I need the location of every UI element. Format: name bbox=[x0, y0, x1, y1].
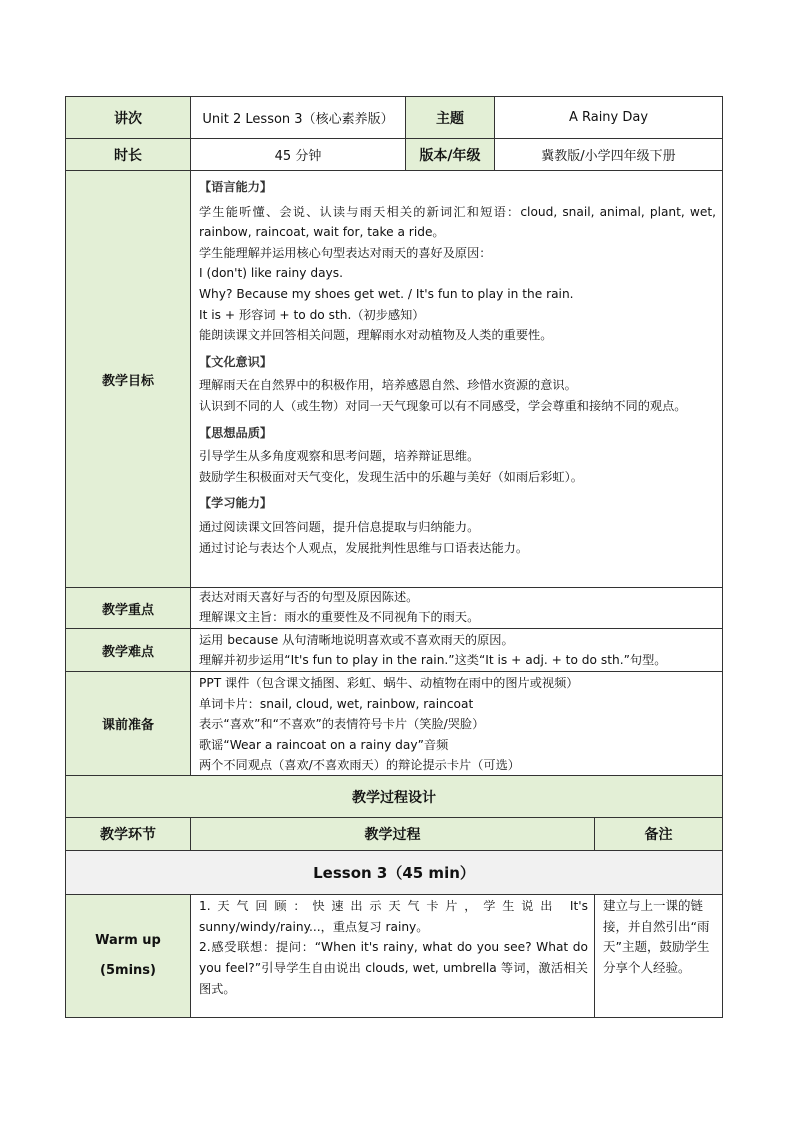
warmup-label: Warm up bbox=[95, 933, 161, 948]
topic-value: A Rainy Day bbox=[495, 97, 723, 139]
preparation-content bbox=[191, 672, 723, 776]
label-edition: 版本/年级 bbox=[406, 139, 495, 171]
objective-line: 能朗读课文并回答相关问题，理解雨水对动植物及人类的重要性。 bbox=[199, 328, 553, 343]
key-point-line: 表达对雨天喜好与否的句型及原因陈述。 bbox=[199, 590, 419, 604]
column-header-note: 备注 bbox=[595, 818, 723, 851]
lesson-header: Lesson 3（45 min） bbox=[66, 851, 723, 895]
difficulty-line: 运用 because 从句清晰地说明喜欢或不喜欢雨天的原因。 bbox=[199, 633, 514, 647]
difficulty-line: 理解并初步运用“It's fun to play in the rain.”这类“It is + adj. + to do sth.”句型。 bbox=[199, 653, 667, 667]
objective-section-title: 【文化意识】 bbox=[199, 354, 273, 369]
objective-line: It is + 形容词 + to do sth.（初步感知） bbox=[199, 307, 425, 322]
key-point-line: 理解课文主旨：雨水的重要性及不同视角下的雨天。 bbox=[199, 609, 480, 624]
process-design-title: 教学过程设计 bbox=[66, 776, 723, 818]
objectives-content bbox=[191, 171, 723, 588]
warmup-duration: (5mins) bbox=[100, 963, 156, 978]
objective-line: 认识到不同的人（或生物）对同一天气现象可以有不同感受，学会尊重和接纳不同的观点。 bbox=[199, 398, 687, 413]
warmup-process bbox=[191, 895, 595, 1018]
objective-line: 通过讨论与表达个人观点，发展批判性思维与口语表达能力。 bbox=[199, 540, 529, 555]
label-objectives: 教学目标 bbox=[66, 171, 191, 588]
lecture-value: Unit 2 Lesson 3（核心素养版） bbox=[191, 97, 406, 139]
label-duration: 时长 bbox=[66, 139, 191, 171]
label-key-points: 教学重点 bbox=[66, 588, 191, 629]
objective-line: 理解雨天在自然界中的积极作用，培养感恩自然、珍惜水资源的意识。 bbox=[199, 378, 577, 393]
warmup-stage bbox=[66, 895, 191, 1018]
difficulties-content bbox=[191, 629, 723, 672]
preparation-line: 两个不同观点（喜欢/不喜欢雨天）的辩论提示卡片（可选） bbox=[199, 758, 520, 772]
objective-line: 学生能理解并运用核心句型表达对雨天的喜好及原因： bbox=[199, 245, 492, 260]
edition-value: 冀教版/小学四年级下册 bbox=[495, 139, 723, 171]
objective-line: Why? Because my shoes get wet. / It's fun to play in the rain. bbox=[199, 286, 574, 301]
objective-line: I (don't) like rainy days. bbox=[199, 266, 343, 281]
warmup-note: 建立与上一课的链接，并自然引出“雨天”主题，鼓励学生分享个人经验。 bbox=[595, 895, 723, 1018]
label-preparation: 课前准备 bbox=[66, 672, 191, 776]
warmup-step: 2.感受联想：提问：“When it's rainy, what do you see? What do you feel?”引导学生自由说出 clouds, wet, umbrella 等词，激活相关图式。 bbox=[199, 940, 588, 996]
warmup-step: 1.天气回顾：快速出示天气卡片，学生说出 It's sunny/windy/rainy...，重点复习 rainy。 bbox=[199, 899, 588, 934]
column-header-process: 教学过程 bbox=[191, 818, 595, 851]
preparation-line: PPT 课件（包含课文插图、彩虹、蜗牛、动植物在雨中的图片或视频） bbox=[199, 676, 579, 690]
objective-line: 鼓励学生积极面对天气变化，发现生活中的乐趣与美好（如雨后彩虹）。 bbox=[199, 469, 583, 484]
label-lecture: 讲次 bbox=[66, 97, 191, 139]
objective-line: 学生能听懂、会说、认读与雨天相关的新词汇和短语：cloud, snail, animal, plant, wet, rainbow, raincoat, wait for, take a ride。 bbox=[199, 204, 716, 240]
objective-section-title: 【语言能力】 bbox=[199, 180, 273, 194]
preparation-line: 歌谣“Wear a raincoat on a rainy day”音频 bbox=[199, 737, 449, 752]
objective-section-title: 【学习能力】 bbox=[199, 496, 273, 511]
objective-section-title: 【思想品质】 bbox=[199, 425, 273, 440]
label-difficulties: 教学难点 bbox=[66, 629, 191, 672]
preparation-line: 单词卡片：snail, cloud, wet, rainbow, raincoat bbox=[199, 696, 474, 711]
objective-line: 通过阅读课文回答问题，提升信息提取与归纳能力。 bbox=[199, 519, 480, 534]
preparation-line: 表示“喜欢”和“不喜欢”的表情符号卡片（笑脸/哭脸） bbox=[199, 717, 485, 731]
key-points-content bbox=[191, 588, 723, 629]
column-header-stage: 教学环节 bbox=[66, 818, 191, 851]
objective-line: 引导学生从多角度观察和思考问题，培养辩证思维。 bbox=[199, 449, 480, 464]
label-topic: 主题 bbox=[406, 97, 495, 139]
duration-value: 45 分钟 bbox=[191, 139, 406, 171]
